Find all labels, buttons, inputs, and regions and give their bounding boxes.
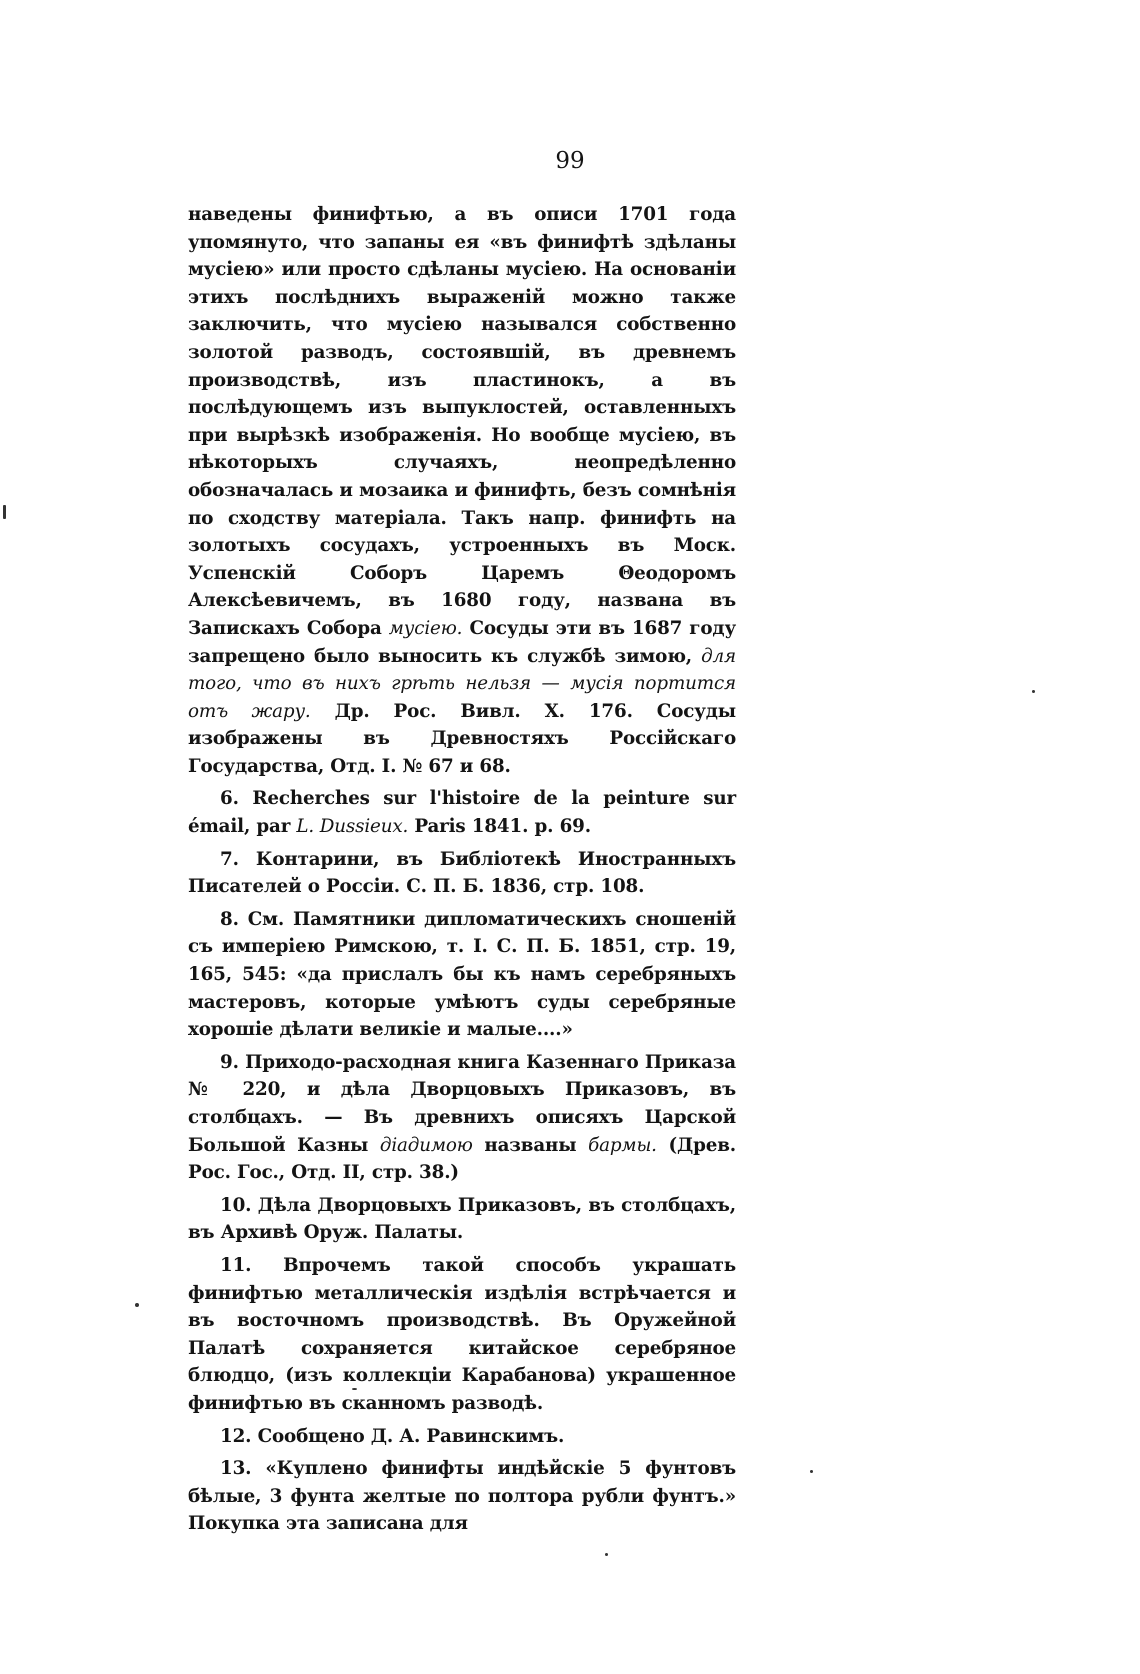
- scan-speck: [605, 1553, 608, 1556]
- note-12: 12. Сообщено Д. А. Равинскимъ.: [220, 1425, 565, 1447]
- note-11: 11. Впрочемъ такой способъ украшать финифтью металлическiя издѣлiя встрѣчается и въ восточномъ производствѣ. Въ Оружейной Палатѣ сохраняется китайское серебряное блюдцо, (изъ коллекцiи Карабанова) украшенное финифтью въ сканномъ разводѣ.: [188, 1254, 736, 1414]
- note-continuation: наведены финифтью, а въ описи 1701 года упомянуто, что запаны ея «въ финифтѣ здѣланы мусiею» или просто сдѣланы мусiею. На основанiи этихъ послѣднихъ выраженiй можно также заключить, что мусiею назывался собственно золотой разводъ, состоявшiй, въ древнемъ производствѣ, изъ пластинокъ, а въ послѣдующемъ изъ выпуклостей, оставленныхъ при вырѣзкѣ изображенiя. Но вообще мусiею, въ нѣкоторыхъ случаяхъ, неопредѣленно обозначалась и мозаика и финифть, безъ сомнѣнiя по сходству матерiала. Такъ напр. финифть на золотыхъ сосудахъ, устроенныхъ въ Моск. Успенскiй Соборъ Царемъ Θеодоромъ Алексѣевичемъ, въ 1680 году, названа въ Запискахъ Собора мусiею. Сосуды эти въ 1687 году запрещено было выносить къ службѣ зимою, для того, что въ нихъ грѣть нельзя — мусiя портится отъ жару. Др. Рос. Вивл. X. 176. Сосуды изображены въ Древностяхъ Россiйскаго Государства, Отд. I. № 67 и 68.: [188, 204, 736, 777]
- note-9: 9. Приходо-расходная книга Казеннаго Приказа № 220, и дѣла Дворцовыхъ Приказовъ, въ столбцахъ. — Въ древнихъ описяхъ Царской Большой Казны дiадимою названы бармы. (Древ. Рос. Гос., Отд. II, стр. 38.): [188, 1051, 737, 1184]
- scan-speck: [352, 1388, 357, 1390]
- note-10: 10. Дѣла Дворцовыхъ Приказовъ, въ столбцахъ, въ Архивѣ Оруж. Палаты.: [188, 1194, 736, 1244]
- note-7: 7. Контарини, въ Библiотекѣ Иностранныхъ Писателей о Россiи. С. П. Б. 1836, стр. 108.: [188, 848, 736, 898]
- page-number: 99: [555, 148, 585, 174]
- scan-speck: [1032, 690, 1035, 693]
- note-6: 6. Recherches sur l'histoire de la peinture sur émail, par L. Dussieux. Paris 1841. p. 69.: [188, 788, 737, 838]
- note-13: 13. «Куплено финифты индѣйскiе 5 фунтовъ бѣлые, 3 фунта желтые по полтора рубли фунтъ.» Покупка эта записана для: [188, 1458, 737, 1535]
- notes-text: [188, 201, 736, 1538]
- scan-speck: [3, 505, 6, 519]
- scan-speck: [135, 1303, 139, 1307]
- scan-speck: [810, 1470, 813, 1473]
- note-8: 8. См. Памятники дипломатическихъ сношенiй съ имперiею Римскою, т. I. С. П. Б. 1851, стр. 19, 165, 545: «да прислалъ бы къ намъ серебряныхъ мастеровъ, которые умѣютъ суды серебряные хорошiе дѣлати великiе и малые....»: [188, 908, 737, 1041]
